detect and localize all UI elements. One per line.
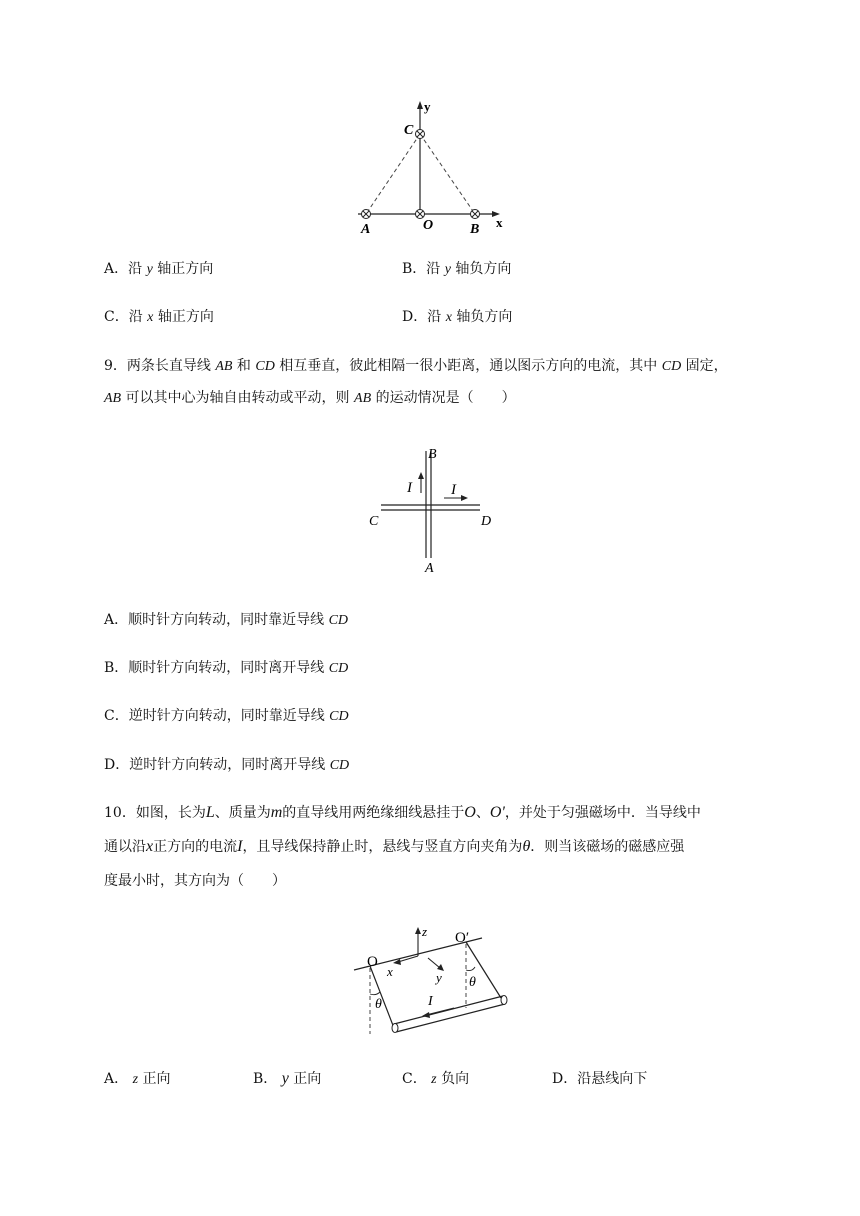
angle-arc-left — [370, 992, 380, 995]
label-x: x — [496, 215, 503, 230]
dashed-line-cb — [420, 134, 475, 214]
wire-b-into-page-icon — [471, 210, 480, 219]
current-ab-arrow-icon — [418, 472, 424, 479]
label-x: x — [387, 964, 393, 979]
z-axis-arrow-icon — [415, 927, 421, 934]
q10-option-b[interactable]: B． y 正向 — [253, 1070, 322, 1087]
q10-option-d[interactable]: D．沿悬线向下 — [552, 1071, 648, 1087]
wire-a-into-page-icon — [362, 210, 371, 219]
y-axis — [428, 958, 440, 968]
label-theta-left: θ — [375, 997, 382, 1012]
label-b: B — [470, 222, 480, 237]
angle-arc-right — [466, 967, 475, 971]
q9-option-b[interactable]: B．顺时针方向转动，同时离开导线 CD — [104, 660, 349, 676]
q8-option-b[interactable]: B．沿 y 轴负方向 — [402, 261, 512, 277]
label-current: I — [428, 994, 433, 1009]
q9-stem-line1: 9．两条长直导线 AB 和 CD 相互垂直，彼此相隔一很小距离，通以图示方向的电流，其中 CD 固定， — [104, 358, 728, 374]
q8-option-a[interactable]: A．沿 y 轴正方向 — [104, 261, 214, 277]
figure-crossed-wires — [360, 443, 500, 578]
q10-option-a[interactable]: A． z 正向 — [104, 1071, 171, 1087]
label-o: O — [423, 218, 434, 233]
label-c: C — [404, 123, 414, 138]
label-y: y — [424, 99, 431, 114]
dashed-line-ca — [366, 134, 420, 214]
label-current-ab: I — [407, 480, 412, 496]
figure-axes-wires — [350, 96, 510, 241]
label-b: B — [428, 447, 437, 462]
wire-c-into-page-icon — [416, 130, 425, 139]
label-a: A — [425, 561, 434, 576]
q8-option-d[interactable]: D．沿 x 轴负方向 — [402, 309, 513, 325]
current-cd-arrow-icon — [461, 495, 468, 501]
q8-option-c[interactable]: C．沿 x 轴正方向 — [104, 309, 214, 325]
figure-suspended-wire — [348, 922, 518, 1042]
q10-stem-line3: 度最小时，其方向为（ ） — [104, 873, 286, 889]
q10-stem-line1: 10．如图，长为L、质量为m的直导线用两绝缘细线悬挂于O、O'，并处于匀强磁场中．当导线中 — [104, 804, 701, 821]
q9-option-a[interactable]: A．顺时针方向转动，同时靠近导线 CD — [104, 612, 349, 628]
label-z: z — [422, 924, 428, 939]
current-arrow-line — [426, 1008, 454, 1015]
y-axis-arrow-icon — [417, 101, 423, 109]
label-c: C — [369, 514, 379, 529]
conductor-rod — [392, 996, 507, 1033]
label-o: O — [367, 954, 378, 970]
q9-stem-line2: AB 可以其中心为轴自由转动或平动，则 AB 的运动情况是（ ） — [104, 390, 516, 406]
q10-option-c[interactable]: C． z 负向 — [402, 1071, 470, 1087]
label-y: y — [436, 970, 442, 985]
q10-stem-line2: 通以沿x正方向的电流I，且导线保持静止时，悬线与竖直方向夹角为θ．则当该磁场的磁感应强 — [104, 838, 685, 855]
label-o-prime: O′ — [455, 930, 470, 946]
label-a: A — [361, 222, 371, 237]
label-current-cd: I — [451, 482, 456, 498]
label-d: D — [481, 514, 492, 529]
label-theta-right: θ — [469, 975, 476, 990]
q9-option-d[interactable]: D．逆时针方向转动，同时离开导线 CD — [104, 757, 350, 773]
q9-option-c[interactable]: C．逆时针方向转动，同时靠近导线 CD — [104, 708, 349, 724]
